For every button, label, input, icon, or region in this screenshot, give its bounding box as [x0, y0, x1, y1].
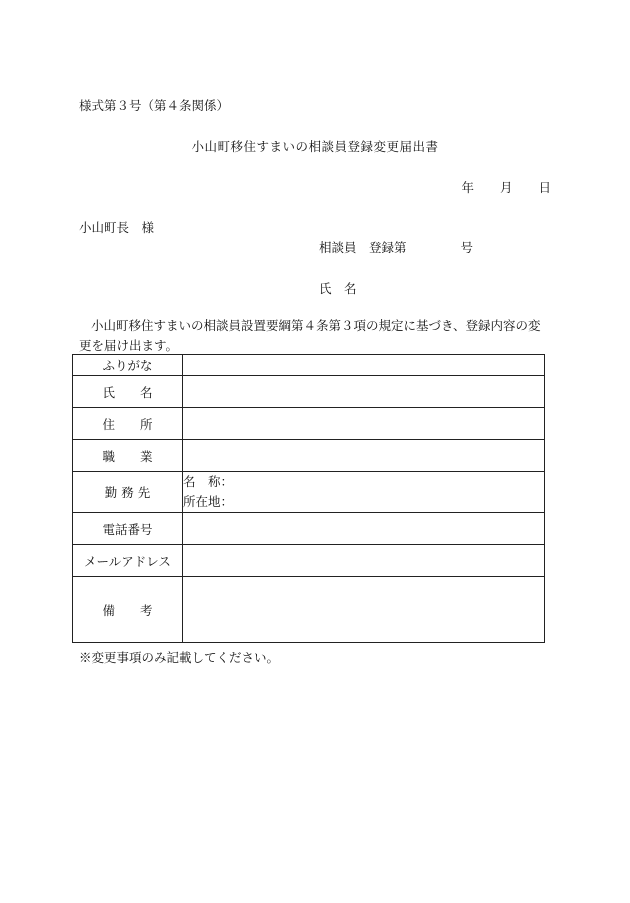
workplace-location-label: 所在地：	[183, 494, 234, 509]
remarks-label: 備 考	[73, 577, 183, 643]
occupation-field[interactable]	[183, 440, 545, 472]
footnote: ※変更事項のみ記載してください。	[79, 650, 280, 665]
phone-field[interactable]	[183, 513, 545, 545]
table-row	[73, 513, 545, 545]
registration-prefix: 相談員 登録第	[319, 240, 407, 255]
phone-label: 電話番号	[73, 513, 183, 545]
workplace-label: 勤 務 先	[73, 472, 183, 513]
body-text: 小山町移住すまいの相談員設置要綱第４条第３項の規定に基づき、登録内容の変更を届け出ます。	[79, 318, 541, 353]
registration-suffix: 号	[460, 240, 473, 255]
day-label: 日	[538, 180, 551, 195]
workplace-field[interactable]	[183, 472, 545, 513]
table-row	[73, 472, 545, 513]
furigana-field[interactable]	[183, 355, 545, 376]
email-field[interactable]	[183, 545, 545, 577]
date-line	[462, 178, 551, 196]
document-title: 小山町移住すまいの相談員登録変更届出書	[191, 139, 439, 154]
email-label: メールアドレス	[73, 545, 183, 577]
furigana-label: ふりがな	[73, 355, 183, 376]
name-label: 氏 名	[73, 376, 183, 408]
remarks-field[interactable]	[183, 577, 545, 643]
table-row	[73, 545, 545, 577]
address-field[interactable]	[183, 408, 545, 440]
table-row	[73, 440, 545, 472]
name-field[interactable]	[183, 376, 545, 408]
applicant-name-label: 氏 名	[319, 281, 357, 296]
table-row	[73, 355, 545, 376]
form-table	[72, 354, 545, 643]
table-row	[73, 376, 545, 408]
registration-line	[319, 238, 473, 256]
address-label: 住 所	[73, 408, 183, 440]
addressee: 小山町長 様	[79, 220, 155, 235]
occupation-label: 職 業	[73, 440, 183, 472]
year-label: 年	[461, 180, 475, 195]
table-row	[73, 577, 545, 643]
table-row	[73, 408, 545, 440]
form-number: 様式第３号（第４条関係）	[79, 98, 230, 113]
month-label: 月	[500, 180, 513, 195]
workplace-name-label: 名 称：	[183, 474, 234, 489]
